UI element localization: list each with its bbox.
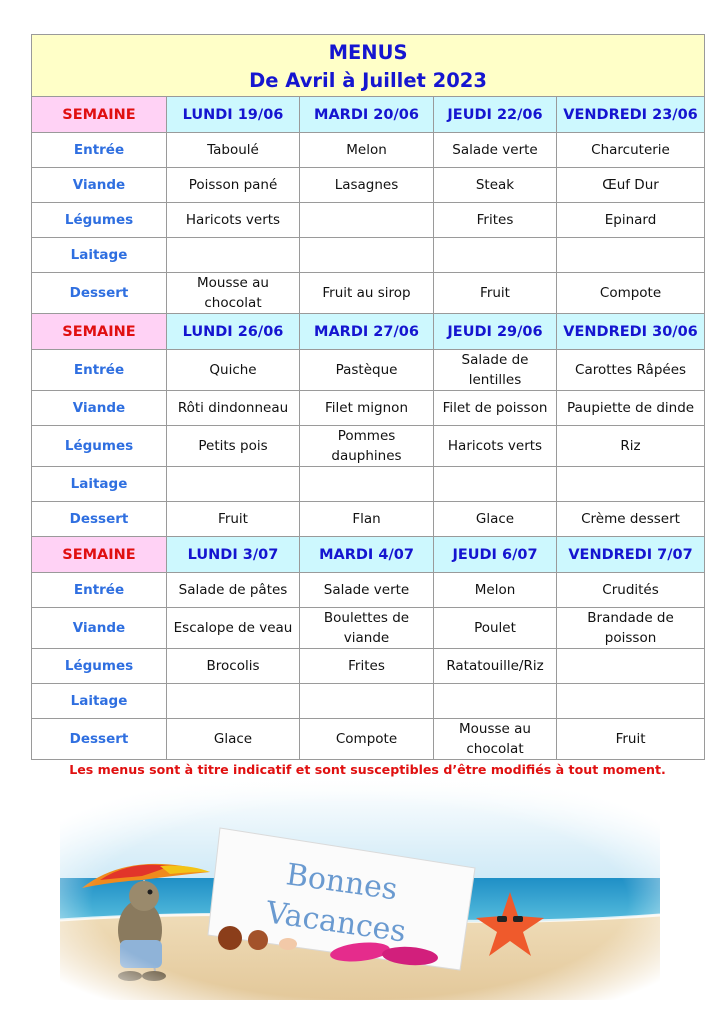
menu-cell: Fruit au sirop <box>300 273 434 314</box>
title-line-2: De Avril à Juillet 2023 <box>249 68 487 92</box>
week-label: SEMAINE <box>32 537 167 573</box>
menu-row <box>32 426 705 467</box>
category-label: Viande <box>32 608 167 649</box>
menu-cell: Compote <box>300 719 434 760</box>
menu-cell: Frites <box>300 649 434 684</box>
menu-cell: Taboulé <box>167 133 300 168</box>
menu-cell: Carottes Râpées <box>557 350 705 391</box>
menu-row <box>32 467 705 502</box>
week-header-row <box>32 314 705 350</box>
category-label: Viande <box>32 391 167 426</box>
category-label: Dessert <box>32 502 167 537</box>
beach-scene-image <box>60 780 660 1000</box>
menu-cell: Mousse au chocolat <box>434 719 557 760</box>
menu-cell: Lasagnes <box>300 168 434 203</box>
menu-row <box>32 573 705 608</box>
menu-cell: Fruit <box>167 502 300 537</box>
menu-row <box>32 502 705 537</box>
menu-row <box>32 273 705 314</box>
menu-cell: Melon <box>434 573 557 608</box>
menu-row <box>32 168 705 203</box>
menu-cell <box>300 203 434 238</box>
menu-cell <box>300 467 434 502</box>
day-header: LUNDI 26/06 <box>167 314 300 350</box>
day-header: LUNDI 3/07 <box>167 537 300 573</box>
menu-cell <box>167 238 300 273</box>
menu-row <box>32 133 705 168</box>
menu-cell: Charcuterie <box>557 133 705 168</box>
menu-cell <box>434 467 557 502</box>
menu-cell: Salade de pâtes <box>167 573 300 608</box>
menu-cell: Boulettes de viande <box>300 608 434 649</box>
menu-cell: Salade de lentilles <box>434 350 557 391</box>
menu-cell: Ratatouille/Riz <box>434 649 557 684</box>
category-label: Laitage <box>32 238 167 273</box>
menu-cell <box>557 684 705 719</box>
menu-cell: Epinard <box>557 203 705 238</box>
menu-cell: Salade verte <box>300 573 434 608</box>
day-header: JEUDI 6/07 <box>434 537 557 573</box>
day-header: VENDREDI 7/07 <box>557 537 705 573</box>
week-header-row <box>32 537 705 573</box>
menu-cell: Glace <box>434 502 557 537</box>
category-label: Entrée <box>32 350 167 391</box>
menu-cell <box>557 649 705 684</box>
menu-cell: Haricots verts <box>167 203 300 238</box>
menu-cell <box>300 238 434 273</box>
menu-cell: Riz <box>557 426 705 467</box>
category-label: Légumes <box>32 649 167 684</box>
menu-cell: Brandade de poisson <box>557 608 705 649</box>
menu-cell: Filet mignon <box>300 391 434 426</box>
menu-cell: Escalope de veau <box>167 608 300 649</box>
menu-row <box>32 608 705 649</box>
menu-cell: Haricots verts <box>434 426 557 467</box>
menu-row <box>32 203 705 238</box>
day-header: VENDREDI 23/06 <box>557 97 705 133</box>
menu-cell: Petits pois <box>167 426 300 467</box>
menu-cell: Mousse au chocolat <box>167 273 300 314</box>
category-label: Dessert <box>32 273 167 314</box>
day-header: MARDI 20/06 <box>300 97 434 133</box>
menu-cell: Salade verte <box>434 133 557 168</box>
day-header: VENDREDI 30/06 <box>557 314 705 350</box>
week-label: SEMAINE <box>32 314 167 350</box>
menu-cell: Poulet <box>434 608 557 649</box>
menu-cell <box>167 467 300 502</box>
category-label: Légumes <box>32 203 167 238</box>
menu-cell: Pastèque <box>300 350 434 391</box>
menu-title <box>32 35 705 97</box>
menu-cell: Steak <box>434 168 557 203</box>
category-label: Laitage <box>32 684 167 719</box>
menu-cell: Flan <box>300 502 434 537</box>
menu-row <box>32 391 705 426</box>
menu-row <box>32 649 705 684</box>
menu-cell: Crème dessert <box>557 502 705 537</box>
week-label: SEMAINE <box>32 97 167 133</box>
menu-cell: Filet de poisson <box>434 391 557 426</box>
category-label: Entrée <box>32 573 167 608</box>
menu-cell: Frites <box>434 203 557 238</box>
disclaimer-note: Les menus sont à titre indicatif et sont susceptibles d’être modifiés à tout moment. <box>69 762 666 777</box>
menu-cell: Œuf Dur <box>557 168 705 203</box>
menu-cell: Fruit <box>557 719 705 760</box>
category-label: Dessert <box>32 719 167 760</box>
category-label: Entrée <box>32 133 167 168</box>
menu-row <box>32 350 705 391</box>
menu-cell: Brocolis <box>167 649 300 684</box>
menu-cell: Quiche <box>167 350 300 391</box>
menu-table <box>31 34 705 760</box>
menu-cell <box>300 684 434 719</box>
menu-cell <box>557 238 705 273</box>
menu-cell: Melon <box>300 133 434 168</box>
category-label: Légumes <box>32 426 167 467</box>
day-header: MARDI 27/06 <box>300 314 434 350</box>
menu-cell <box>557 467 705 502</box>
day-header: MARDI 4/07 <box>300 537 434 573</box>
day-header: JEUDI 29/06 <box>434 314 557 350</box>
menu-cell <box>167 684 300 719</box>
category-label: Laitage <box>32 467 167 502</box>
menu-row <box>32 684 705 719</box>
menu-cell: Fruit <box>434 273 557 314</box>
menu-cell: Rôti dindonneau <box>167 391 300 426</box>
menu-cell <box>434 684 557 719</box>
day-header: JEUDI 22/06 <box>434 97 557 133</box>
menu-cell <box>434 238 557 273</box>
menu-cell: Compote <box>557 273 705 314</box>
menu-cell: Pommes dauphines <box>300 426 434 467</box>
category-label: Viande <box>32 168 167 203</box>
menu-row <box>32 238 705 273</box>
beach-illustration <box>60 780 660 1000</box>
day-header: LUNDI 19/06 <box>167 97 300 133</box>
menu-cell: Crudités <box>557 573 705 608</box>
menu-cell: Glace <box>167 719 300 760</box>
menu-cell: Poisson pané <box>167 168 300 203</box>
menu-row <box>32 719 705 760</box>
menu-cell: Paupiette de dinde <box>557 391 705 426</box>
week-header-row <box>32 97 705 133</box>
title-line-1: MENUS <box>328 40 408 64</box>
